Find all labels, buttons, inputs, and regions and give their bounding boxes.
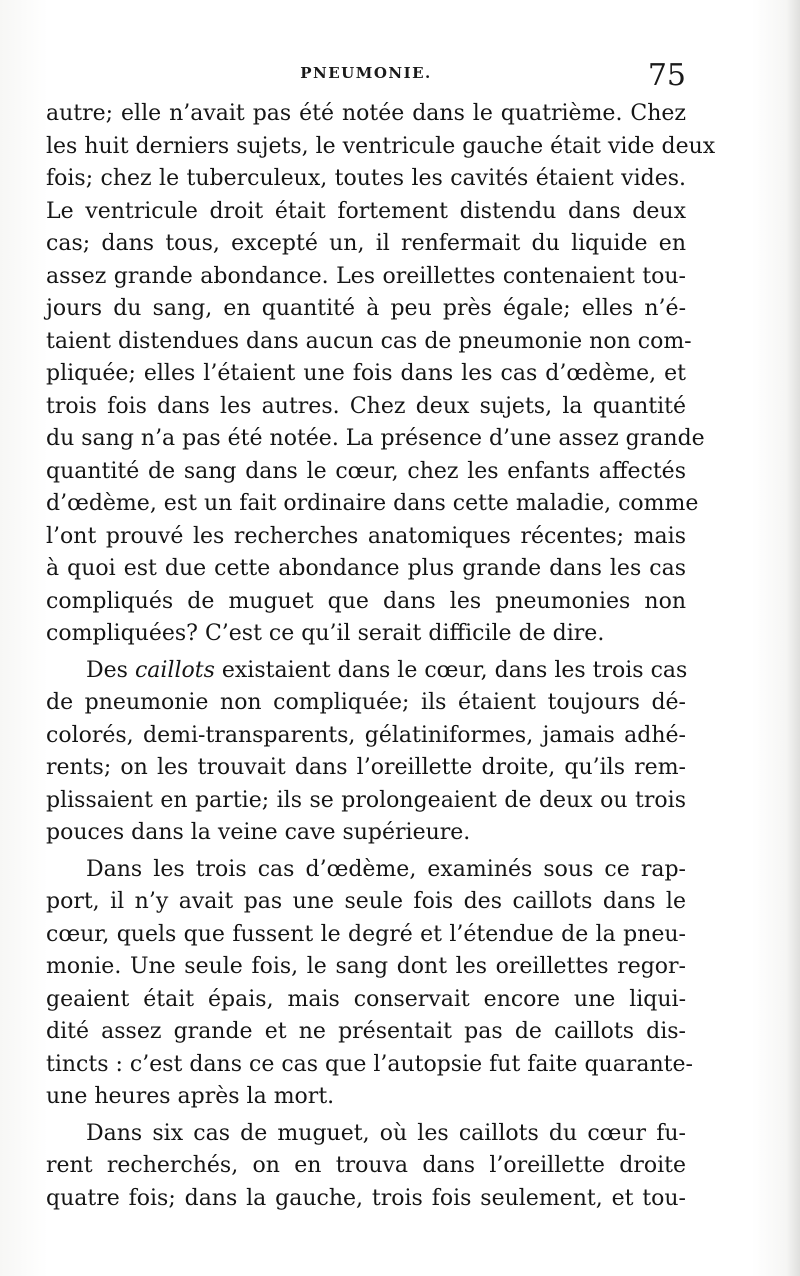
- text-line: compliquées? C’est ce qu’il serait difficile de dire.: [46, 621, 605, 646]
- running-head: [46, 58, 686, 94]
- paragraph-2: [46, 655, 686, 850]
- page-number: 75: [647, 58, 686, 93]
- text-line: de pneumonie non compliquée; ils étaient toujours dé-: [46, 690, 686, 715]
- body-text: [46, 98, 716, 1215]
- text-line: plissaient en partie; ils se prolongeaient de deux ou trois: [46, 787, 686, 813]
- text-line: d’œdème, est un fait ordinaire dans cette maladie, comme: [46, 491, 699, 516]
- text-line: monie. Une seule fois, le sang dont les oreillettes regor-: [46, 954, 686, 979]
- text-line: [46, 655, 686, 688]
- text-line: port, il n’y avait pas une seule fois des caillots dans le: [46, 889, 686, 914]
- text-line: Dans six cas de muguet, où les caillots du cœur fu-: [86, 1120, 686, 1146]
- text-line: geaient était épais, mais conservait encore une liqui-: [46, 986, 686, 1012]
- text-line: pliquée; elles l’étaient une fois dans les cas d’œdème, et: [46, 361, 686, 386]
- text-line: du sang n’a pas été notée. La présence d’une assez grande: [46, 426, 705, 451]
- paragraph-1: [46, 98, 716, 651]
- text-line: Le ventricule droit était fortement distendu dans deux: [46, 198, 686, 224]
- text-line: tincts : c’est dans ce cas que l’autopsie fut faite quarante-: [46, 1051, 693, 1077]
- text-run: existaient dans le cœur, dans les trois cas: [214, 657, 688, 683]
- paragraph-3: [46, 854, 693, 1114]
- text-line: l’ont prouvé les recherches anatomiques récentes; mais: [46, 523, 686, 549]
- page-edge-shadow: [786, 0, 800, 1276]
- text-line: rents; on les trouvait dans l’oreillette droite, qu’ils rem-: [46, 755, 686, 780]
- text-line: pouces dans la veine cave supérieure.: [46, 820, 471, 845]
- text-line: cœur, quels que fussent le degré et l’étendue de la pneu-: [46, 921, 686, 947]
- text-line: autre; elle n’avait pas été notée dans le quatrième. Chez: [46, 101, 686, 126]
- text-line: colorés, demi-transparents, gélatiniformes, jamais adhé-: [46, 722, 686, 748]
- text-run: Des: [86, 657, 135, 683]
- text-line: taient distendues dans aucun cas de pneumonie non com-: [46, 328, 692, 354]
- text-line: trois fois dans les autres. Chez deux sujets, la quantité: [46, 393, 686, 419]
- italic-term: caillots: [134, 657, 215, 683]
- text-line: compliqués de muguet que dans les pneumonies non: [46, 588, 686, 614]
- text-line: une heures après la mort.: [46, 1084, 335, 1109]
- text-line: dité assez grande et ne présentait pas de caillots dis-: [46, 1019, 686, 1044]
- text-line: les huit derniers sujets, le ventricule gauche était vide deux: [46, 133, 716, 159]
- text-line: quantité de sang dans le cœur, chez les enfants affectés: [46, 458, 686, 484]
- text-line: cas; dans tous, excepté un, il renfermait du liquide en: [46, 231, 686, 256]
- running-title: PNEUMONIE.: [300, 64, 432, 82]
- text-line: quatre fois; dans la gauche, trois fois seulement, et tou-: [46, 1185, 686, 1211]
- text-line: fois; chez le tuberculeux, toutes les cavités étaient vides.: [46, 166, 686, 191]
- text-line: assez grande abondance. Les oreillettes contenaient tou-: [46, 263, 686, 289]
- text-line: à quoi est due cette abondance plus grande dans les cas: [46, 556, 686, 581]
- text-line: rent recherchés, on en trouva dans l’oreillette droite: [46, 1153, 686, 1178]
- text-line: Dans les trois cas d’œdème, examinés sous ce rap-: [86, 856, 686, 882]
- text-line: jours du sang, en quantité à peu près égale; elles n’é-: [46, 296, 686, 321]
- paragraph-4: [46, 1118, 686, 1216]
